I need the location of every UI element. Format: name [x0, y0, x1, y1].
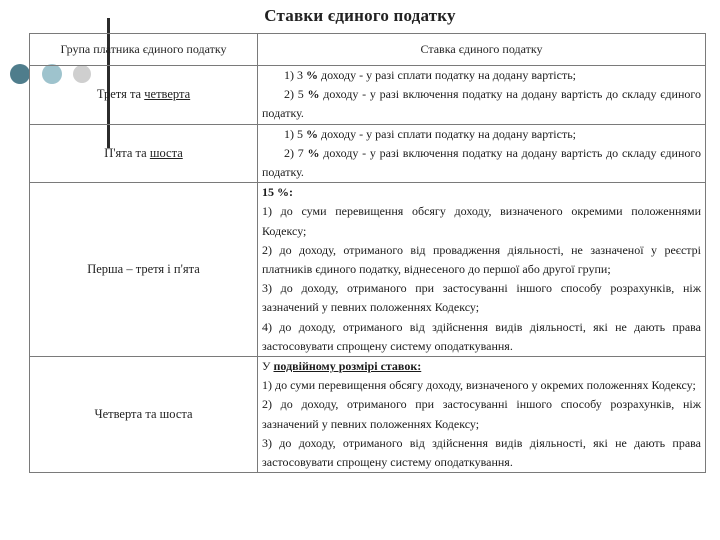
rate-item: 2) до доходу, отриманого при застосуванні іншого способу розрахунків, ніж зазначений у певних положеннях Кодексу;	[262, 397, 701, 431]
rate-line: 2) 7 % доходу - у разі включення податку на додану вартість до складу єдиного податку.	[262, 145, 701, 180]
rate-line: 2) 5 % доходу - у разі включення податку на додану вартість до складу єдиного податку.	[262, 87, 701, 121]
header-group: Група платника єдиного податку	[30, 34, 258, 66]
group-label: Третя та	[96, 87, 145, 102]
rate-item: 4) до доходу, отриманого від здійснення видів діяльності, які не дають права застосовувати спрощену систему оподаткування.	[262, 319, 701, 353]
rate-item: 2) до доходу, отриманого від провадження діяльності, не зазначеної у реєстрі платників єдиного податку, віднесеного до першої або другої групи;	[262, 242, 701, 277]
rate-line: 1) 3 % доходу - у разі сплати податку на додану вартість;	[284, 68, 577, 82]
table-row	[30, 66, 706, 125]
group-cell	[30, 66, 258, 125]
group-cell	[30, 124, 258, 183]
tax-rates-table	[29, 33, 706, 473]
rate-cell	[258, 357, 706, 473]
rate-item: 3) до доходу, отриманого від здійснення видів діяльності, які не дають права застосовувати спрощену систему оподаткування.	[262, 435, 701, 470]
table-row	[30, 357, 706, 473]
table-header-row	[30, 34, 706, 66]
rate-line: 1) 5 % доходу - у разі сплати податку на додану вартість;	[284, 126, 577, 141]
page-title: Ставки єдиного податку	[264, 6, 456, 25]
group-label-underlined: четверта	[144, 87, 191, 102]
table-row	[30, 124, 706, 183]
header-rate: Ставка єдиного податку	[258, 34, 706, 66]
rate-item: 3) до доходу, отриманого при застосуванні іншого способу розрахунків, ніж зазначений у певних положеннях Кодексу;	[262, 281, 701, 315]
rate-cell	[258, 66, 706, 125]
table-row	[30, 183, 706, 357]
group-cell: Перша – третя і п'ята	[30, 183, 258, 357]
group-label: П'ята та	[104, 145, 150, 160]
group-cell: Четверта та шоста	[30, 357, 258, 473]
rate-heading: У подвійному розмірі ставок:	[262, 359, 422, 374]
rate-cell	[258, 124, 706, 183]
group-label-underlined: шоста	[149, 145, 183, 160]
rate-heading: 15 %:	[262, 185, 293, 200]
rate-item: 1) до суми перевищення обсягу доходу, визначеного у окремих положеннях Кодексу;	[262, 378, 696, 393]
rate-item: 1) до суми перевищення обсягу доходу, визначеного окремими положеннями Кодексу;	[262, 204, 701, 238]
decorative-dot-dark	[10, 64, 30, 84]
rate-cell	[258, 183, 706, 357]
